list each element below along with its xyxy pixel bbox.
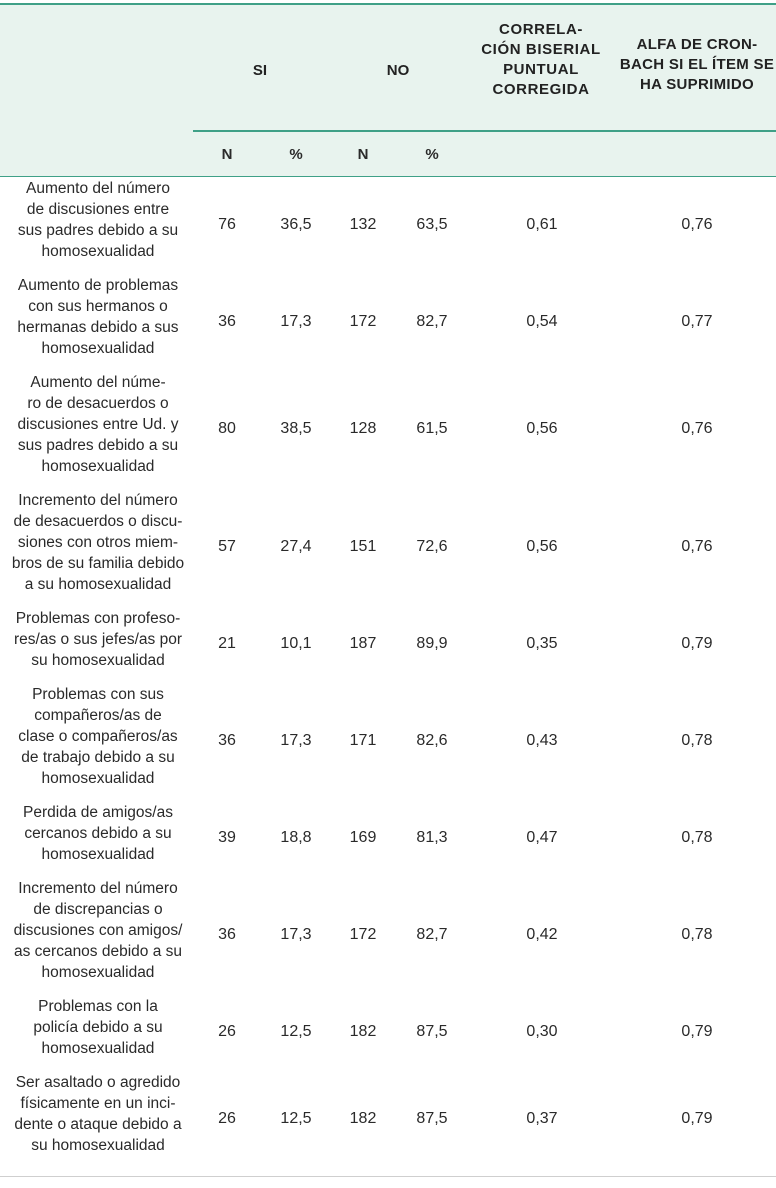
item-label-line: a su homosexualidad [24, 576, 172, 593]
item-label [4, 372, 192, 477]
item-label [4, 996, 192, 1059]
cell-no-n: 169 [349, 829, 377, 846]
cell-correlacion: 0,47 [526, 829, 558, 846]
cell-alfa: 0,79 [681, 1109, 713, 1127]
item-label-line: Problemas con profeso- [15, 610, 181, 627]
item-label-line: de discusiones entre [26, 201, 170, 218]
cell-no-n: 132 [349, 215, 377, 233]
table-row [0, 802, 776, 878]
cell-no-pct: 72,6 [416, 538, 448, 555]
item-label [4, 684, 192, 789]
cell-si-n: 26 [218, 1109, 236, 1127]
item-label-line: dente o ataque debido a [14, 1116, 182, 1133]
header-correlacion-line: PUNTUAL [503, 61, 579, 78]
cell-si-pct: 17,3 [280, 732, 312, 749]
cell-si-pct: 38,5 [280, 420, 312, 437]
item-label-line: de discrepancias o [33, 901, 163, 918]
cell-si-n: 80 [218, 420, 236, 437]
cell-no-n: 182 [349, 1109, 377, 1127]
item-label-line: homosexualidad [41, 1040, 155, 1057]
cell-no-pct: 63,5 [416, 215, 448, 233]
item-label-line: de trabajo debido a su [21, 749, 175, 766]
cell-alfa: 0,79 [681, 635, 713, 652]
item-label-line: hermanas debido a sus [17, 319, 179, 336]
subheader-no-pct: % [425, 146, 439, 163]
item-label-line: bros de su familia debido [11, 555, 185, 572]
cell-si-n: 39 [218, 829, 236, 846]
item-label-line: homosexualidad [41, 458, 155, 475]
cell-si-pct: 17,3 [280, 312, 312, 330]
cell-alfa: 0,78 [681, 829, 713, 846]
header-alfa [612, 35, 776, 95]
table-row [0, 878, 776, 996]
item-label-line: Incremento del número [18, 880, 178, 897]
cell-no-n: 182 [349, 1023, 377, 1040]
subheader-si-pct: % [289, 146, 303, 163]
item-label-line: sus padres debido a su [17, 437, 179, 454]
item-label-line: policía debido a su [33, 1019, 163, 1036]
header-alfa-line: BACH SI EL ÍTEM SE [619, 56, 775, 73]
table-row [0, 490, 776, 608]
item-label-line: de desacuerdos o discu- [13, 513, 183, 530]
cell-alfa: 0,76 [681, 420, 713, 437]
cell-si-n: 26 [218, 1023, 236, 1040]
cell-no-n: 128 [349, 420, 377, 437]
cell-correlacion: 0,56 [526, 538, 558, 555]
header-divider [193, 130, 776, 132]
cell-no-pct: 82,6 [416, 732, 448, 749]
cell-no-pct: 87,5 [416, 1109, 448, 1127]
cell-no-n: 187 [349, 635, 377, 652]
cell-correlacion: 0,54 [526, 312, 558, 330]
item-label-line: Aumento del núme- [30, 374, 166, 391]
subheader-si-n: N [221, 146, 233, 163]
bottom-rule [0, 1176, 776, 1177]
cell-si-n: 57 [218, 538, 236, 555]
item-label [4, 1072, 192, 1156]
cell-si-pct: 18,8 [280, 829, 312, 846]
cell-si-n: 21 [218, 635, 236, 652]
cell-alfa: 0,77 [681, 312, 713, 330]
cell-no-n: 172 [349, 926, 377, 943]
item-label [4, 608, 192, 671]
cell-no-pct: 61,5 [416, 420, 448, 437]
subheader-no-n: N [357, 146, 369, 163]
cell-si-n: 76 [218, 215, 236, 233]
cell-no-pct: 87,5 [416, 1023, 448, 1040]
item-label [4, 878, 192, 983]
item-label-line: homosexualidad [41, 964, 155, 981]
item-label-line: homosexualidad [41, 340, 155, 357]
cell-alfa: 0,76 [681, 215, 713, 233]
cell-no-n: 172 [349, 312, 377, 330]
cell-si-pct: 27,4 [280, 538, 312, 555]
cell-correlacion: 0,56 [526, 420, 558, 437]
cell-no-pct: 82,7 [416, 926, 448, 943]
item-label-line: discusiones entre Ud. y [17, 416, 179, 433]
item-label-line: Perdida de amigos/as [23, 804, 173, 821]
item-label-line: Incremento del número [18, 492, 178, 509]
item-label-line: res/as o sus jefes/as por [14, 631, 182, 648]
cell-correlacion: 0,35 [526, 635, 558, 652]
item-label-line: con sus hermanos o [28, 298, 168, 315]
cell-si-pct: 17,3 [280, 926, 312, 943]
cell-si-n: 36 [218, 732, 236, 749]
item-label-line: homosexualidad [41, 770, 155, 787]
cell-alfa: 0,78 [681, 732, 713, 749]
table-row [0, 996, 776, 1072]
cell-si-pct: 12,5 [280, 1023, 312, 1040]
item-label-line: cercanos debido a su [24, 825, 172, 842]
cell-correlacion: 0,43 [526, 732, 558, 749]
cell-correlacion: 0,37 [526, 1109, 558, 1127]
item-label [4, 178, 192, 262]
item-label-line: su homosexualidad [31, 1137, 165, 1154]
cell-correlacion: 0,42 [526, 926, 558, 943]
item-label-line: Aumento del número [26, 180, 170, 197]
cell-no-n: 151 [349, 538, 377, 555]
header-alfa-line: HA SUPRIMIDO [640, 76, 754, 93]
item-label-line: físicamente en un inci- [20, 1095, 176, 1112]
header-alfa-line: ALFA DE CRON- [636, 36, 758, 53]
item-label-line: Problemas con sus [32, 686, 164, 703]
table-row [0, 1072, 776, 1169]
table-row [0, 275, 776, 372]
item-label [4, 802, 192, 865]
item-label-line: compañeros/as de [34, 707, 162, 724]
header-si: SI [252, 62, 268, 79]
cell-no-pct: 81,3 [416, 829, 448, 846]
header-correlacion-line: CORREGIDA [492, 81, 590, 98]
table-body [0, 178, 776, 1169]
header-bottom-rule [0, 176, 776, 177]
cell-alfa: 0,78 [681, 926, 713, 943]
header-correlacion-line: CIÓN BISERIAL [481, 41, 601, 58]
item-label-line: sus padres debido a su [17, 222, 179, 239]
item-label-line: as cercanos debido a su [13, 943, 183, 960]
header-correlacion-line: CORRELA- [499, 21, 583, 38]
item-label-line: ro de desacuerdos o [27, 395, 169, 412]
header-no: NO [386, 62, 410, 79]
item-label-line: homosexualidad [41, 243, 155, 260]
item-label-line: clase o compañeros/as [18, 728, 178, 745]
cell-alfa: 0,76 [681, 538, 713, 555]
cell-si-n: 36 [218, 926, 236, 943]
item-label-line: siones con otros miem- [17, 534, 179, 551]
table-row [0, 372, 776, 490]
cell-no-pct: 89,9 [416, 635, 448, 652]
item-label-line: Aumento de problemas [17, 277, 179, 294]
cell-si-pct: 12,5 [280, 1109, 312, 1127]
cell-no-pct: 82,7 [416, 312, 448, 330]
item-label-line: homosexualidad [41, 846, 155, 863]
cell-alfa: 0,79 [681, 1023, 713, 1040]
cell-correlacion: 0,30 [526, 1023, 558, 1040]
item-label-line: discusiones con amigos/ [13, 922, 183, 939]
item-label-line: su homosexualidad [31, 652, 165, 669]
cell-si-n: 36 [218, 312, 236, 330]
cell-si-pct: 10,1 [280, 635, 312, 652]
item-label-line: Ser asaltado o agredido [15, 1074, 181, 1091]
item-label [4, 275, 192, 359]
table-row [0, 684, 776, 802]
table-row [0, 608, 776, 684]
cell-si-pct: 36,5 [280, 215, 312, 233]
item-label-line: Problemas con la [38, 998, 158, 1015]
item-label [4, 490, 192, 595]
cell-correlacion: 0,61 [526, 215, 558, 233]
header-correlacion [456, 20, 626, 100]
table-row [0, 178, 776, 275]
cell-no-n: 171 [349, 732, 377, 749]
